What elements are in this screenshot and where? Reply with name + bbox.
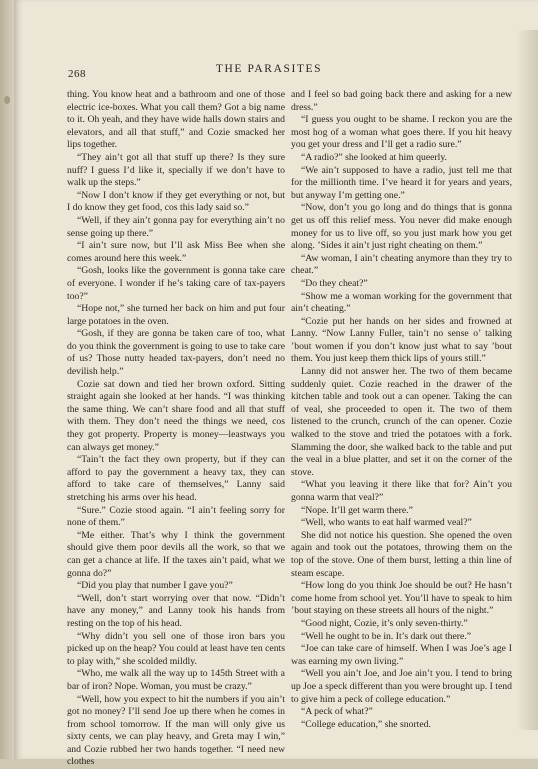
paragraph: “Now, don’t you go long and do things that is gonna get us off this relief mess. You never did make enough money for us to live off, so you just mark how you get along. ’Sides it ain’t just right cheating on them.” (291, 202, 512, 252)
paragraph: “We ain’t supposed to have a radio, just tell me that for the millionth time. I’ve heard it for years and years, but anyway I’m getting one.” (291, 165, 512, 203)
paragraph: “Gosh, if they are gonna be taken care of too, what do you think the government is going to use to take care of us? Those nutty headed tax-payers, don’t need no devilish help.” (67, 328, 285, 378)
book-spine-shadow (0, 0, 14, 759)
paragraph: “They ain’t got all that stuff up there? Is they sure nuff? I guess I’d like it, specially if we don’t have to walk up the steps.” (67, 152, 285, 190)
paragraph: “Well, who wants to eat half warmed veal?” (291, 517, 512, 530)
paragraph: Cozie sat down and tied her brown oxford. Sitting straight again she looked at her hands. “I was thinking the same thing. We can’t share food and all that stuff with them. They don’t need the things we need, cos they got property. Property is money—leastways you can always get money.” (67, 379, 285, 455)
paragraph: “Gosh, looks like the government is gonna take care of everyone. I wonder if he’s taking care of tax-payers too?” (67, 265, 285, 303)
paragraph: “Hope not,” she turned her back on him and put four large potatoes in the oven. (67, 303, 285, 328)
paragraph: and I feel so bad going back there and asking for a new dress.” (291, 89, 512, 114)
running-title: THE PARASITES (0, 63, 538, 75)
paragraph: “What you leaving it there like that for? Ain’t you gonna warm that veal?” (291, 479, 512, 504)
paragraph: “Cozie put her hands on her sides and frowned at Lanny. “Now Lanny Fuller, tain’t no sense o’ talking ’bout women if you don’t know just what to say ’bout them. You just keep them thick lips of yours still.” (291, 316, 512, 366)
paragraph: “Nope. It’ll get warm there.” (291, 505, 512, 518)
page-number: 268 (68, 68, 86, 80)
paragraph: “Show me a woman working for the government that ain’t cheating.” (291, 291, 512, 316)
paragraph: “Well, how you expect to hit the numbers if you ain’t got no money? I’ll send Joe up there when he comes in from school tomorrow. If the man will only give us sixty cents, we can play heavy, and Greta may I win,” and Cozie rubbed her two hands together. “I need new clothes (67, 694, 285, 769)
paragraph: “Well he ought to be in. It’s dark out there.” (291, 631, 512, 644)
paragraph: “Well, don’t start worrying over that now. “Didn’t have any money,” and Lanny took his hands from resting on the top of his head. (67, 593, 285, 631)
margin-blot (4, 96, 10, 104)
paragraph: “Me either. That’s why I think the government should give them poor devils all the work, so that we can get a chance at life. If the taxes ain’t paid, what we gonna do?” (67, 530, 285, 580)
paragraph: “Tain’t the fact they own property, but if they can afford to pay the government a heavy tax, they can afford to take care of themselves,” Lanny said stretching his arms over his head. (67, 454, 285, 504)
paragraph: “A peck of what?” (291, 706, 512, 719)
left-text-column (67, 89, 285, 739)
paragraph: “Did you play that number I gave you?” (67, 580, 285, 593)
paragraph: “I ain’t sure now, but I’ll ask Miss Bee when she comes around here this week.” (67, 240, 285, 265)
paragraph: “Why didn’t you sell one of those iron bars you picked up on the heap? You could at least have ten cents to play with,” she scolded mildly. (67, 631, 285, 669)
paragraph: “Who, me walk all the way up to 145th Street with a bar of iron? Nope. Woman, you must be crazy.” (67, 668, 285, 693)
paragraph: “Well you ain’t Joe, and Joe ain’t you. I tend to bring up Joe a speck different than you were brought up. I tend to give him a peck of college education.” (291, 668, 512, 706)
paragraph: “Do they cheat?” (291, 278, 512, 291)
paragraph: “Aw woman, I ain’t cheating anymore than they try to cheat.” (291, 253, 512, 278)
paragraph: “I guess you ought to be shame. I reckon you are the most hog of a woman what goes there. If you hit heavy you get your dress and I’ll get a radio sure.” (291, 114, 512, 152)
paragraph: “How long do you think Joe should be out? He hasn’t come home from school yet. You’ll have to speak to him ’bout staying on these streets all hours of the night.” (291, 580, 512, 618)
paragraph: “Sure.” Cozie stood again. “I ain’t feeling sorry for none of them.” (67, 505, 285, 530)
paragraph: “A radio?” she looked at him queerly. (291, 152, 512, 165)
paragraph: Lanny did not answer her. The two of them became suddenly quiet. Cozie reached in the drawer of the kitchen table and took out a can opener. Taking the can of veal, she proceeded to open it. The two of them listened to the crunch, crunch of the can opener. Cozie walked to the stove and tried the potatoes with a fork. Slamming the door, she walked back to the table and put the veal in a blue platter, and set it on the corner of the stove. (291, 366, 512, 479)
paragraph: “Well, if they ain’t gonna pay for everything ain’t no sense going up there.” (67, 215, 285, 240)
paragraph: She did not notice his question. She opened the oven again and took out the potatoes, throwing them on the top of the stove. One of them burst, letting a thin line of steam escape. (291, 530, 512, 580)
paragraph: “College education,” she snorted. (291, 719, 512, 732)
right-text-column (291, 89, 512, 739)
show-through-edge (516, 30, 538, 730)
paragraph: “Joe can take care of himself. When I was Joe’s age I was earning my own living.” (291, 643, 512, 668)
paragraph: “Good night, Cozie, it’s only seven-thirty.” (291, 618, 512, 631)
paragraph: “Now I don’t know if they get everything or not, but I do know they get food, cos this lady said so.” (67, 190, 285, 215)
paragraph: thing. You know heat and a bathroom and one of those electric ice-boxes. What you call them? Got a big name to it. Oh yeah, and they have wide halls down stairs and elevators, and all that stuff,” and Cozie smacked her lips together. (67, 89, 285, 152)
